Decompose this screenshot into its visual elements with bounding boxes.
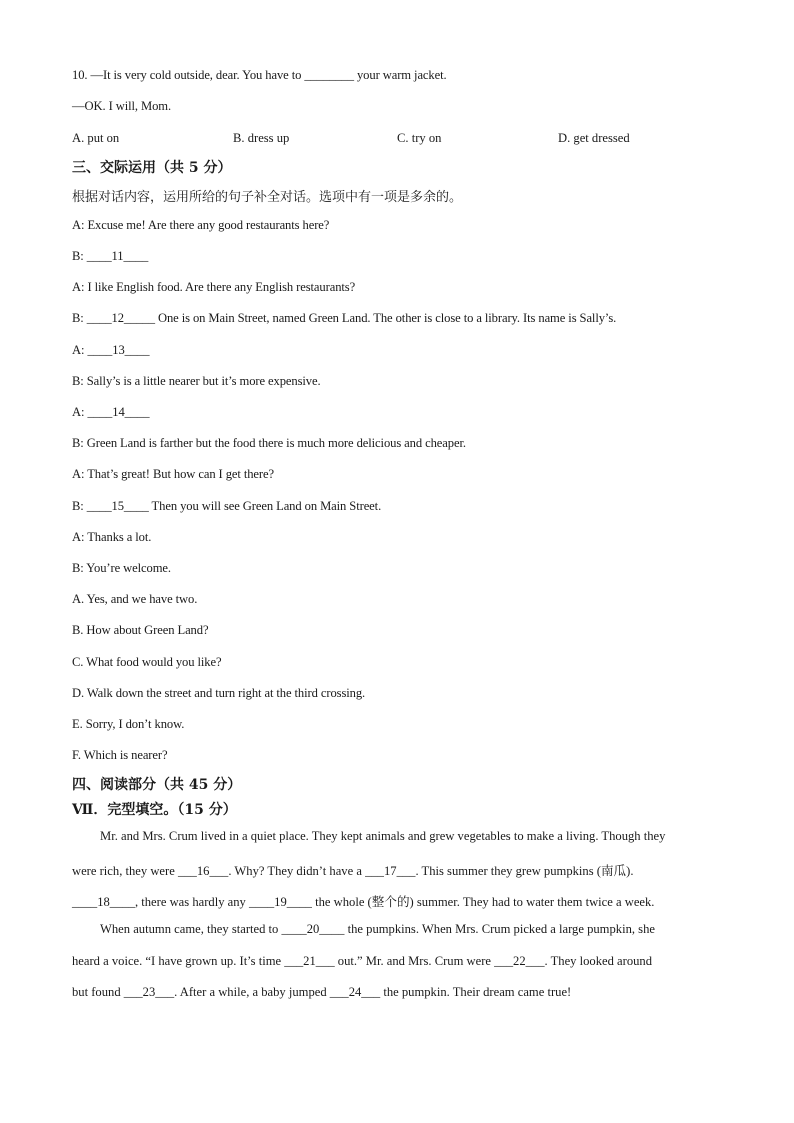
q10-option-b: B. dress up: [233, 131, 290, 145]
q10-option-c: C. try on: [397, 131, 442, 145]
q10-prompt: [72, 68, 447, 83]
blank-24: ___24___: [329, 985, 381, 999]
dialogue-line: B: ____15____ Then you will see Green Land on Main Street.: [72, 499, 382, 513]
blank-18: ____18____: [72, 895, 135, 909]
section3-title: 三、交际运用（共 5 分）: [72, 160, 232, 176]
q10-prompt-text: 10. —It is very cold outside, dear. You have to: [72, 68, 305, 82]
blank-22: ___22___: [494, 954, 545, 968]
blank-11: ____11____: [86, 249, 149, 263]
dialogue-line: A: I like English food. Are there any English restaurants?: [72, 280, 356, 294]
passage-p2-line1: When autumn came, they started to ____20____ the pumpkins. When Mrs. Crum picked a large pumpkin, she: [100, 922, 655, 936]
q10-blank: ________: [304, 68, 354, 82]
q10-prompt-end: your warm jacket.: [353, 68, 447, 82]
dialogue-line: A: ____14____: [72, 405, 150, 419]
choice-e: E. Sorry, I don’t know.: [72, 717, 185, 731]
choice-b: B. How about Green Land?: [72, 623, 209, 637]
section4-title: 四、阅读部分（共 45 分）: [72, 777, 242, 793]
choice-a: A. Yes, and we have two.: [72, 592, 198, 606]
q10-reply: —OK. I will, Mom.: [72, 99, 172, 113]
passage-p2-line2: heard a voice. “I have grown up. It’s time ___21___ out.” Mr. and Mrs. Crum were ___22___. They looked around: [72, 954, 653, 968]
q10-option-a: A. put on: [72, 131, 120, 145]
passage-p1-line1: Mr. and Mrs. Crum lived in a quiet place. They kept animals and grew vegetables to make a living. Though they: [100, 829, 666, 843]
dialogue-line: A: That’s great! But how can I get there?: [72, 467, 274, 481]
blank-20: ____20____: [281, 922, 345, 936]
blank-15: ____15____: [86, 499, 149, 513]
blank-21: ___21___: [284, 954, 335, 968]
blank-23: ___23___: [123, 985, 175, 999]
dialogue-line: B: ____11____: [72, 249, 149, 263]
passage-p2-line3: but found ___23___. After a while, a baby jumped ___24___ the pumpkin. Their dream came true!: [72, 985, 572, 999]
blank-13: ____13____: [87, 343, 150, 357]
dialogue-line: A: Thanks a lot.: [72, 530, 152, 544]
blank-14: ____14____: [87, 405, 150, 419]
choice-f: F. Which is nearer?: [72, 748, 168, 762]
blank-12: ____12_____: [86, 311, 155, 325]
blank-17: ___17___: [365, 864, 416, 878]
dialogue-line: A: Excuse me! Are there any good restaurants here?: [72, 218, 330, 232]
section3-instruction: 根据对话内容，运用所给的句子补全对话。选项中有一项是多余的。: [72, 190, 463, 205]
passage-p1-line3: ____18____, there was hardly any ____19____ the whole (整个的) summer. They had to water them twice a week.: [72, 895, 655, 909]
q10-option-d: D. get dressed: [558, 131, 630, 145]
dialogue-line: B: ____12_____ One is on Main Street, named Green Land. The other is close to a library. Its name is Sally’s.: [72, 311, 617, 325]
blank-16: ___16___: [177, 864, 229, 878]
choice-c: C. What food would you like?: [72, 655, 222, 669]
dialogue-line: A: ____13____: [72, 343, 150, 357]
section4-subtitle: Ⅶ．完型填空。（15 分）: [72, 802, 237, 818]
dialogue-line: B: Green Land is farther but the food there is much more delicious and cheaper.: [72, 436, 466, 450]
passage-p1-line2: were rich, they were ___16___. Why? They didn’t have a ___17___. This summer they grew pumpkins (南瓜).: [72, 864, 634, 878]
dialogue-line: B: Sally’s is a little nearer but it’s more expensive.: [72, 374, 321, 388]
blank-19: ____19____: [248, 895, 312, 909]
dialogue-line: B: You’re welcome.: [72, 561, 171, 575]
choice-d: D. Walk down the street and turn right at the third crossing.: [72, 686, 366, 700]
